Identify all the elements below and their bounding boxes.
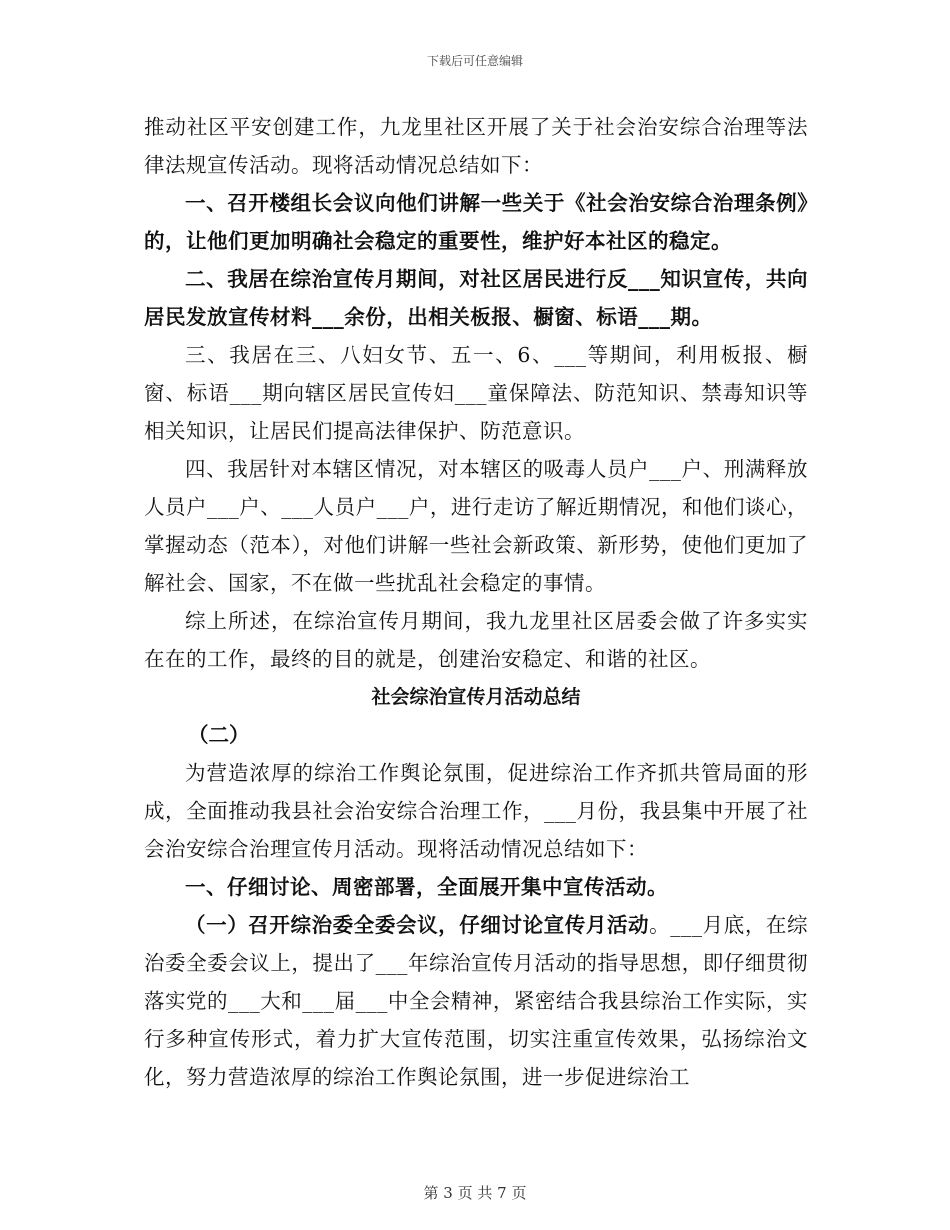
paragraph-item-1: 一、召开楼组长会议向他们讲解一些关于《社会治安综合治理条例》的，让他们更加明确社会稳定的重要性，维护好本社区的稳定。 [144,191,808,253]
paragraph-intro-continued: 推动社区平安创建工作，九龙里社区开展了关于社会治安综合治理等法律法规宣传活动。现将活动情况总结如下： [144,115,808,177]
page-header: 下载后可任意编辑 [426,54,523,68]
paragraph-section2-intro: 为营造浓厚的综治工作舆论氛围，促进综治工作齐抓共管局面的形成，全面推动我县社会治安综合治理工作，___月份，我县集中开展了社会治安综合治理宣传月活动。现将活动情况总结如下： [144,761,808,861]
paragraph-section2-item-1 [144,906,808,1096]
paragraph-section2-heading: 一、仔细讨论、周密部署，全面展开集中宣传活动。 [185,875,668,899]
paragraph-item-2: 二、我居在综治宣传月期间，对社区居民进行反___知识宣传，共向居民发放宣传材料___余份，出相关板报、橱窗、标语___期。 [144,267,808,329]
section-subtitle: （二） [188,723,250,747]
document-body [144,108,808,1096]
paragraph-section2-item-1-lead: （一）召开综治委全委会议，仔细讨论宣传月活动 [185,913,650,937]
section-title: 社会综治宣传月活动总结 [371,686,581,708]
paragraph-summary: 综上所述，在综治宣传月期间，我九龙里社区居委会做了许多实实在在的工作，最终的目的就是，创建治安稳定、和谐的社区。 [144,609,808,671]
paragraph-item-4: 四、我居针对本辖区情况，对本辖区的吸毒人员户___户、刑满释放人员户___户、___人员户___户，进行走访了解近期情况，和他们谈心，掌握动态（范本），对他们讲解一些社会新政策、新形势，使他们更加了解社会、国家，不在做一些扰乱社会稳定的事情。 [144,457,808,595]
paragraph-section2-item-1-text: 。___月底，在综治委全委会议上，提出了___年综治宣传月活动的指导思想，即仔细贯彻落实党的___大和___届___中全会精神，紧密结合我县综治工作实际，实行多种宣传形式，着力扩大宣传范围，切实注重宣传效果，弘扬综治文化，努力营造浓厚的综治工作舆论氛围，进一步促进综治工 [144,913,809,1089]
paragraph-item-3: 三、我居在三、八妇女节、五一、6、___等期间，利用板报、橱窗、标语___期向辖区居民宣传妇___童保障法、防范知识、禁毒知识等相关知识，让居民们提高法律保护、防范意识。 [144,343,808,443]
page-number: 第 3 页 共 7 页 [423,1184,527,1202]
